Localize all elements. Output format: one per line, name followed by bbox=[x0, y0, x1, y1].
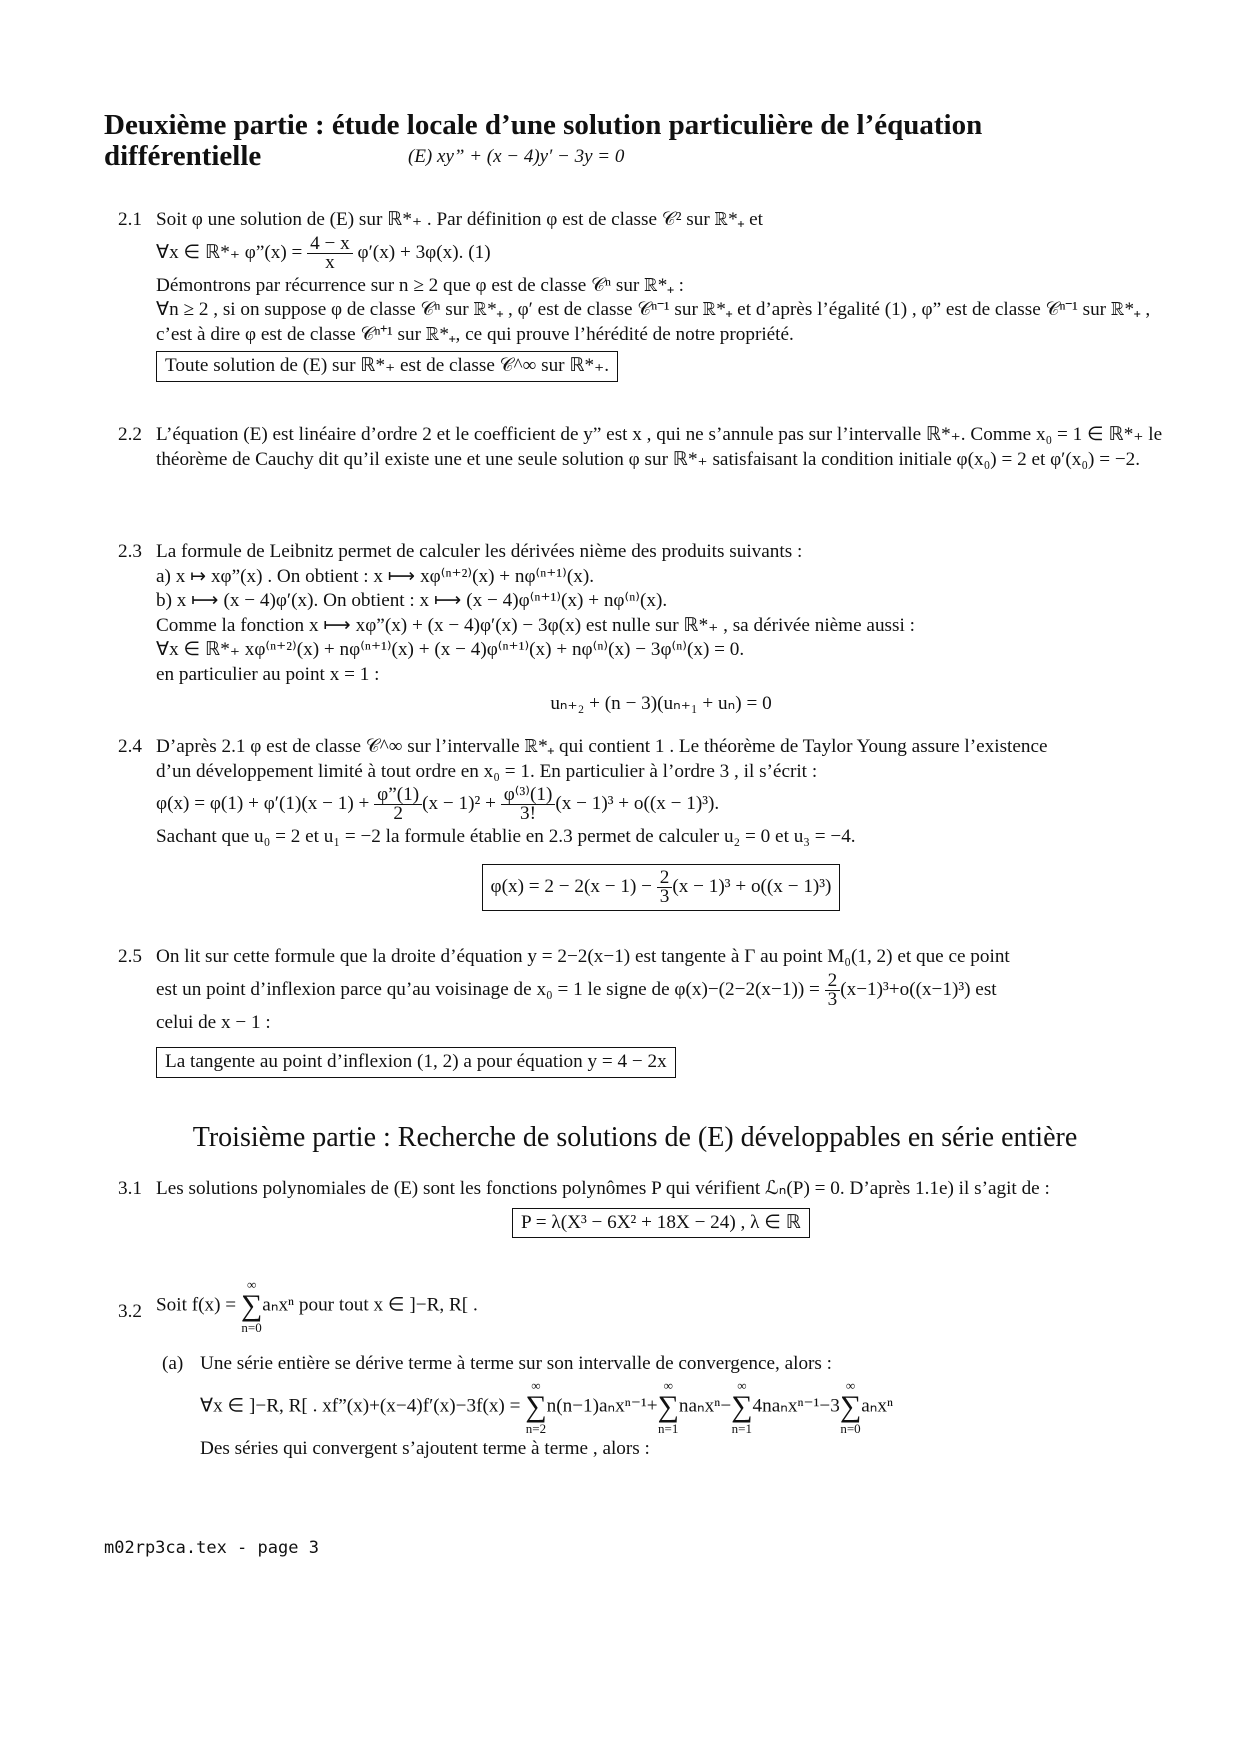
text-line: D’après 2.1 φ est de classe 𝒞^∞ sur l’intervalle ℝ*₊ qui contient 1 . Le théorème de Taylor Young assure l’existence bbox=[156, 736, 1048, 757]
text-line: Des séries qui convergent s’ajoutent terme à terme , alors : bbox=[200, 1437, 650, 1459]
text-line: Soit φ une solution de (E) sur ℝ*₊ . Par définition φ est de classe 𝒞² sur ℝ*₊ et bbox=[156, 209, 763, 230]
text-paragraph: ∀n ≥ 2 , si on suppose φ de classe 𝒞ⁿ sur ℝ*₊ , φ′ est de classe 𝒞ⁿ⁻¹ sur ℝ*₊ et d’après l’égalité (1) , φ” est de classe 𝒞ⁿ⁻¹ sur ℝ*₊ , c’est à dire φ est de classe 𝒞ⁿ⁺¹ sur ℝ*₊, ce qui prouve l’hérédité de notre propriété. bbox=[156, 299, 1151, 345]
recurrence-formula: uₙ₊₂ + (n − 3)(uₙ₊₁ + uₙ) = 0 bbox=[550, 692, 772, 714]
series-definition: Soit f(x) = ∞ ∑ n=0aₙxⁿ pour tout x ∈ ]−R, R[ . bbox=[156, 1277, 478, 1335]
section-number: 2.5 bbox=[118, 946, 142, 967]
text-line: b) x ⟼ (x − 4)φ′(x). On obtient : x ⟼ (x − 4)φ⁽ⁿ⁺¹⁾(x) + nφ⁽ⁿ⁾(x). bbox=[156, 590, 668, 612]
section-number: 3.2 bbox=[118, 1301, 142, 1322]
text-line: Une série entière se dérive terme à terme sur son intervalle de convergence, alors : bbox=[200, 1353, 833, 1374]
derivative-formula: ∀x ∈ ]−R, R[ . xf”(x)+(x−4)f′(x)−3f(x) = ∞ ∑ n=2n(n−1)aₙxⁿ⁻¹+∞ ∑ n=1naₙxⁿ−∞ ∑ n=14naₙxⁿ⁻¹−3∞ ∑ n=0aₙxⁿ bbox=[200, 1377, 894, 1436]
text-line: est un point d’inflexion parce qu’au voisinage de x₀ = 1 le signe de φ(x)−(2−2(x−1)) = $\frac{2}{3}$ (x−1)³+o((x−1)³) est bbox=[156, 969, 997, 1010]
formula-line: ∀x ∈ ℝ*₊ φ”(x) = $\frac{4 - x}{x}$ φ′(x) + 3φ(x). (1) bbox=[156, 232, 491, 273]
text-paragraph: L’équation (E) est linéaire d’ordre 2 et le coefficient de y” est x , qui ne s’annule pas sur l’intervalle ℝ*₊. Comme x₀ = 1 ∈ ℝ*₊ le théorème de Cauchy dit qu’il existe une et une seule solution φ sur ℝ*₊ satisfaisant la condition initiale φ(x₀) = 2 et φ′(x₀) = −2. bbox=[156, 424, 1163, 470]
section-3-2 bbox=[118, 1278, 1166, 1461]
section-2-5 bbox=[118, 945, 1166, 1078]
section-number: 2.2 bbox=[118, 424, 142, 445]
section-2-3 bbox=[118, 540, 1166, 716]
text-line: a) x ↦ xφ”(x) . On obtient : x ⟼ xφ⁽ⁿ⁺²⁾(x) + nφ⁽ⁿ⁺¹⁾(x). bbox=[156, 565, 595, 587]
text-paragraph: Les solutions polynomiales de (E) sont les fonctions polynômes P qui vérifient ℒₙ(P) = 0. D’après 1.1e) il s’agit de : bbox=[156, 1178, 1050, 1199]
part2-title bbox=[104, 110, 1166, 172]
text-line: Démontrons par récurrence sur n ≥ 2 que φ est de classe 𝒞ⁿ sur ℝ*₊ : bbox=[156, 274, 684, 296]
text-line: Sachant que u₀ = 2 et u₁ = −2 la formule établie en 2.3 permet de calculer u₂ = 0 et u₃ = −4. bbox=[156, 826, 856, 848]
section-number: 2.4 bbox=[118, 736, 142, 757]
section-2-1 bbox=[118, 208, 1166, 382]
text-line: ∀x ∈ ℝ*₊ xφ⁽ⁿ⁺²⁾(x) + nφ⁽ⁿ⁺¹⁾(x) + (x − 4)φ⁽ⁿ⁺¹⁾(x) + nφ⁽ⁿ⁾(x) − 3φ⁽ⁿ⁾(x) = 0. bbox=[156, 639, 745, 661]
result-box: φ(x) = 2 − 2(x − 1) − $\frac{2}{3}$ (x − 1)³ + o((x − 1)³) bbox=[482, 864, 841, 911]
subsection-a: (a) Une série entière se dérive terme à terme sur son intervalle de convergence, alors : ∀x ∈ ]−R, R[ . xf”(x)+(x−4)f′(x)−3f(x) = ∞ ∑ n=2n(n−1)aₙxⁿ⁻¹+∞ ∑ n=1naₙxⁿ−∞ ∑ n=14naₙxⁿ⁻¹−3∞ ∑ n=0aₙxⁿ Des séries qui convergent s’ajoutent terme à terme , alors : bbox=[162, 1352, 1166, 1461]
section-2-4 bbox=[118, 735, 1166, 911]
part2-title-line1: Deuxième partie : étude locale d’une solution particulière de l’équation bbox=[104, 109, 983, 141]
part2-title-line2: différentielle bbox=[104, 140, 262, 172]
result-box: P = λ(X³ − 6X² + 18X − 24) , λ ∈ ℝ bbox=[512, 1208, 810, 1239]
result-box: La tangente au point d’inflexion (1, 2) a pour équation y = 4 − 2x bbox=[156, 1047, 676, 1078]
page-footer: m02rp3ca.tex - page 3 bbox=[104, 1538, 319, 1558]
text-line: La formule de Leibnitz permet de calculer les dérivées nième des produits suivants : bbox=[156, 541, 803, 562]
text-line: Comme la fonction x ⟼ xφ”(x) + (x − 4)φ′(x) − 3φ(x) est nulle sur ℝ*₊ , sa dérivée nième aussi : bbox=[156, 614, 915, 636]
part2-equation: (E) xy” + (x − 4)y′ − 3y = 0 bbox=[408, 146, 625, 167]
section-3-1 bbox=[118, 1177, 1166, 1238]
text-line: celui de x − 1 : bbox=[156, 1011, 271, 1033]
section-number: 2.3 bbox=[118, 541, 142, 562]
section-number: 2.1 bbox=[118, 209, 142, 230]
text-line: d’un développement limité à tout ordre en x₀ = 1. En particulier à l’ordre 3 , il s’écrit : bbox=[156, 760, 818, 782]
text-line: On lit sur cette formule que la droite d’équation y = 2−2(x−1) est tangente à Γ au point M₀(1, 2) et que ce point bbox=[156, 946, 1010, 967]
fraction: $\frac{4 - x}{x}$ bbox=[307, 235, 353, 272]
part3-title: Troisième partie : Recherche de solutions de (E) développables en série entière bbox=[192, 1122, 1078, 1153]
text-line: en particulier au point x = 1 : bbox=[156, 663, 380, 685]
section-number: 3.1 bbox=[118, 1178, 142, 1199]
taylor-formula: φ(x) = φ(1) + φ′(1)(x − 1) + $\frac{\varphi”(1)}{2}$ (x − 1)² + $\frac{\text{φ⁽³⁾(1)}}{3!}$ (x − 1)³ + o((x − 1)³). bbox=[156, 784, 720, 825]
section-2-2 bbox=[118, 423, 1166, 472]
result-box: Toute solution de (E) sur ℝ*₊ est de classe 𝒞^∞ sur ℝ*₊. bbox=[156, 351, 618, 382]
sum-symbol: ∞ ∑ n=0 bbox=[240, 1277, 263, 1335]
